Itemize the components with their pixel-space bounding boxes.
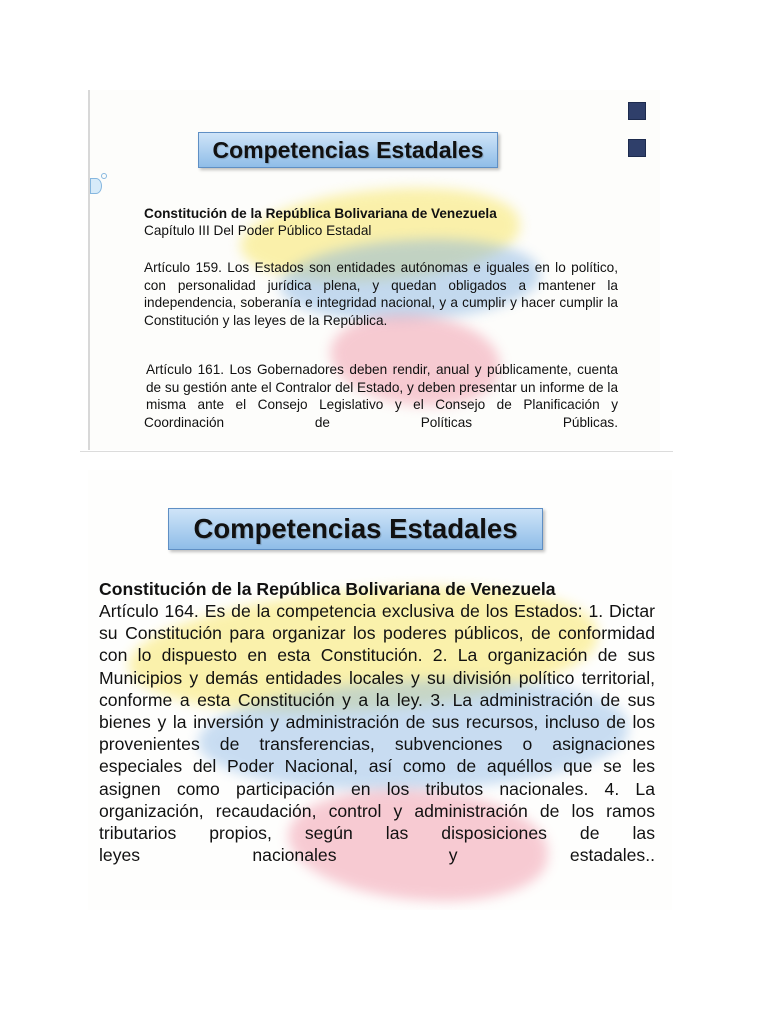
slide-title: Competencias Estadales [212, 136, 484, 163]
small-bubble-decoration [101, 173, 107, 179]
article-164 [99, 600, 655, 866]
slide-title-box [198, 132, 498, 168]
article-159-body: Artículo 159. Los Estados son entidades autónomas e iguales en lo político, con personalidad jurídica plena, y quedan obligados a mantener la independencia, soberanía e integridad nacional, y a cumplir y hacer cumplir la [144, 260, 618, 311]
slide-title: Competencias Estadales [193, 513, 518, 544]
chapter-subheading: Capítulo III Del Poder Público Estadal [144, 223, 372, 238]
nav-square-icon[interactable] [628, 139, 646, 157]
article-159 [144, 259, 618, 329]
article-161 [144, 361, 618, 431]
slide-title-box [168, 508, 543, 550]
constitution-heading: Constitución de la República Bolivariana de Venezuela [144, 206, 497, 221]
article-164-last-line: leyes nacionales y estadales.. [99, 845, 655, 866]
slide-2 [88, 470, 672, 910]
article-164-body: Artículo 164. Es de la competencia exclusiva de los Estados: 1. Dictar su Constitución para organizar los poderes públicos, de conformidad con lo dispuesto en esta Constitución. 2. La organización de sus Municipios y demás entidades locales y su división político territorial, conforme a esta Constitución y a la ley. 3. La administración de sus bienes y la inversión y administración de sus recursos, incluso de los provenientes de transferencias, subvenciones o asignaciones especiales del Poder Nacional, así como de aquéllos que se les asignen como participación en los tributos nacionales. 4. La organización, recaudación, control y administración de los ramos tributarios propios, según las disposiciones de las [99, 601, 655, 844]
nav-square-icon[interactable] [628, 102, 646, 120]
article-159-last-line: Constitución y las leyes de la República. [144, 312, 388, 328]
article-161-last-line [144, 414, 618, 432]
article-161-body: Artículo 161. Los Gobernadores deben rendir, anual y públicamente, cuenta de su gestión ante el Contralor del Estado, y deben presentar un informe de la misma ante el Consejo Legislativo y el Consejo de Planificación y [146, 362, 618, 413]
slide-1 [88, 90, 660, 450]
constitution-heading: Constitución de la República Bolivariana de Venezuela [99, 579, 556, 599]
slide-divider [80, 451, 673, 452]
article-161-last-line-text: Coordinación de Políticas Públicas. [144, 414, 618, 430]
bubble-decoration [90, 178, 102, 194]
